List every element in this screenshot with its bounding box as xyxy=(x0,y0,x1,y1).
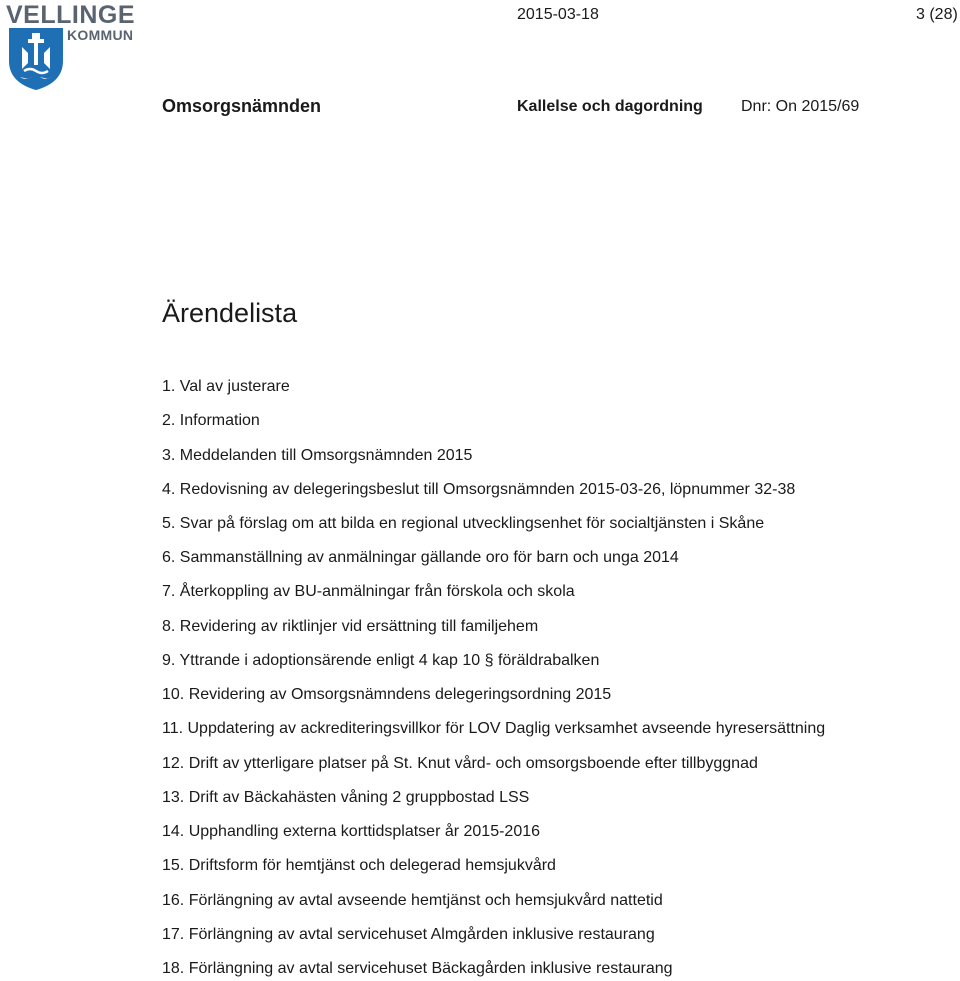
logo-sub: KOMMUN xyxy=(67,27,134,43)
agenda-item: 9. Yttrande i adoptionsärende enligt 4 kap 10 § föräldrabalken xyxy=(162,652,600,669)
page-title: Ärendelista xyxy=(162,298,298,328)
agenda-item: 13. Drift av Bäckahästen våning 2 gruppbostad LSS xyxy=(162,789,530,806)
agenda-item: 12. Drift av ytterligare platser på St. Knut vård- och omsorgsboende efter tillbyggnad xyxy=(162,755,758,772)
coat-of-arms-icon xyxy=(8,27,64,91)
page-number: 3 (28) xyxy=(916,6,958,23)
agenda-item: 7. Återkoppling av BU-anmälningar från förskola och skola xyxy=(162,583,575,600)
agenda-item: 4. Redovisning av delegeringsbeslut till Omsorgsnämnden 2015-03-26, löpnummer 32-38 xyxy=(162,481,796,498)
document-date: 2015-03-18 xyxy=(517,6,599,23)
municipality-logo xyxy=(6,3,156,93)
organization-name: Omsorgsnämnden xyxy=(162,96,322,116)
agenda-item: 2. Information xyxy=(162,412,260,429)
agenda-item: 15. Driftsform för hemtjänst och delegerad hemsjukvård xyxy=(162,857,556,874)
agenda-item: 17. Förlängning av avtal servicehuset Almgården inklusive restaurang xyxy=(162,926,655,943)
agenda-item: 1. Val av justerare xyxy=(162,378,290,395)
agenda-item: 5. Svar på förslag om att bilda en regional utvecklingsenhet för socialtjänsten i Skåne xyxy=(162,515,765,532)
agenda-item: 6. Sammanställning av anmälningar gällande oro för barn och unga 2014 xyxy=(162,549,679,566)
agenda-item: 11. Uppdatering av ackrediteringsvillkor för LOV Daglig verksamhet avseende hyresersättning xyxy=(162,720,826,737)
agenda-item: 14. Upphandling externa korttidsplatser år 2015-2016 xyxy=(162,823,541,840)
document-type: Kallelse och dagordning xyxy=(517,98,703,115)
agenda-item: 16. Förlängning av avtal avseende hemtjänst och hemsjukvård nattetid xyxy=(162,892,663,909)
agenda-item: 18. Förlängning av avtal servicehuset Bäckagården inklusive restaurang xyxy=(162,960,673,977)
agenda-item: 8. Revidering av riktlinjer vid ersättning till familjehem xyxy=(162,618,539,635)
reference-number: Dnr: On 2015/69 xyxy=(741,98,860,115)
agenda-item: 10. Revidering av Omsorgsnämndens delegeringsordning 2015 xyxy=(162,686,612,703)
agenda-item: 3. Meddelanden till Omsorgsnämnden 2015 xyxy=(162,447,473,464)
logo-name: VELLINGE xyxy=(6,1,136,29)
